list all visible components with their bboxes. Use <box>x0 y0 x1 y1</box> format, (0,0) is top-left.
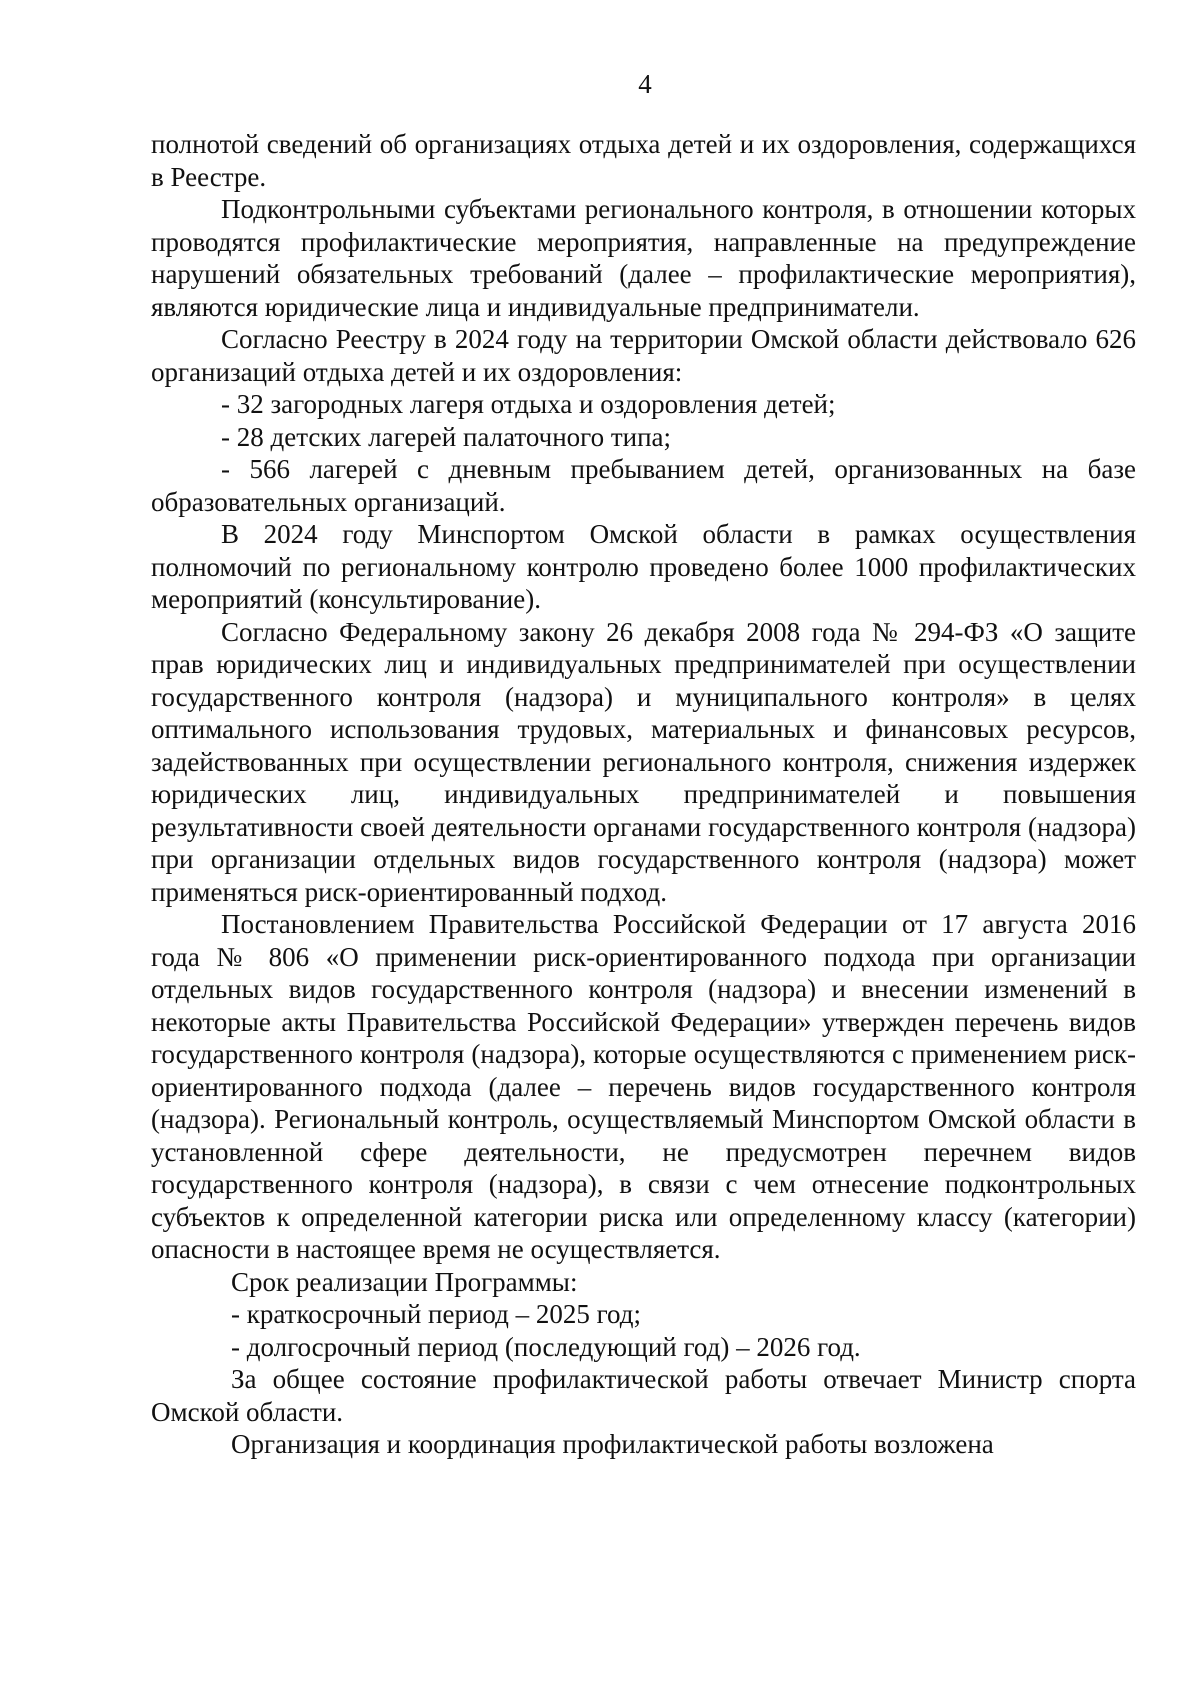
paragraph-federal-law: Согласно Федеральному закону 26 декабря 2008 года № 294-ФЗ «О защите прав юридических лиц и индивидуальных предпринимателей при осуществлении государственного контроля (надзора) и муниципального контроля» в целях оптимального использования трудовых, материальных и финансовых ресурсов, задействованных при осуществлении регионального контроля, снижения издержек юридических лиц, индивидуальных предпринимателей и повышения результативности своей деятельности органами государственного контроля (надзора) при организации отдельных видов государственного контроля (надзора) может применяться риск-ориентированный подход. <box>151 616 1136 907</box>
list-item-tent-camps: - 28 детских лагерей палаточного типа; <box>221 421 672 452</box>
page-number: 4 <box>638 69 652 99</box>
paragraph-registry: Согласно Реестру в 2024 году на территории Омской области действовало 626 организаций отдыха детей и их оздоровления: <box>151 324 1136 387</box>
paragraph-program-term: Срок реализации Программы: <box>231 1266 578 1297</box>
paragraph-continuation: полнотой сведений об организациях отдыха детей и их оздоровления, содержащихся в Реестре. <box>151 129 1136 192</box>
paragraph-government-decree: Постановлением Правительства Российской Федерации от 17 августа 2016 года № 806 «О применении риск-ориентированного подхода при организации отдельных видов государственного контроля (надзора) и внесении изменений в некоторые акты Правительства Российской Федерации» утвержден перечень видов государственного контроля (надзора), которые осуществляются с применением риск-ориентированного подхода (далее – перечень видов государственного контроля (надзора). Региональный контроль, осуществляемый Минспортом Омской области в установленной сфере деятельности, не предусмотрен перечнем видов государственного контроля (надзора), в связи с чем отнесение подконтрольных субъектов к определенной категории риска или определенному классу (категории) опасности в настоящее время не осуществляется. <box>151 909 1136 1264</box>
paragraph-prevention-events: В 2024 году Минспортом Омской области в рамках осуществления полномочий по региональному контролю проведено более 1000 профилактических мероприятий (консультирование). <box>151 519 1136 614</box>
paragraph-responsibility: За общее состояние профилактической работы отвечает Министр спорта Омской области. <box>151 1364 1136 1427</box>
list-item-long-term: - долгосрочный период (последующий год) – 2026 год. <box>231 1331 861 1362</box>
paragraph-subjects: Подконтрольными субъектами регионального контроля, в отношении которых проводятся профилактические мероприятия, направленные на предупреждение нарушений обязательных требований (далее – профилактические мероприятия), являются юридические лица и индивидуальные предприниматели. <box>151 194 1136 322</box>
list-item-country-camps: - 32 загородных лагеря отдыха и оздоровления детей; <box>221 389 836 419</box>
document-body <box>151 128 1136 1461</box>
list-item-short-term: - краткосрочный период – 2025 год; <box>231 1299 641 1329</box>
paragraph-coordination: Организация и координация профилактической работы возложена <box>231 1429 994 1459</box>
list-item-day-camps: - 566 лагерей с дневным пребыванием детей, организованных на базе образовательных организаций. <box>151 454 1136 517</box>
